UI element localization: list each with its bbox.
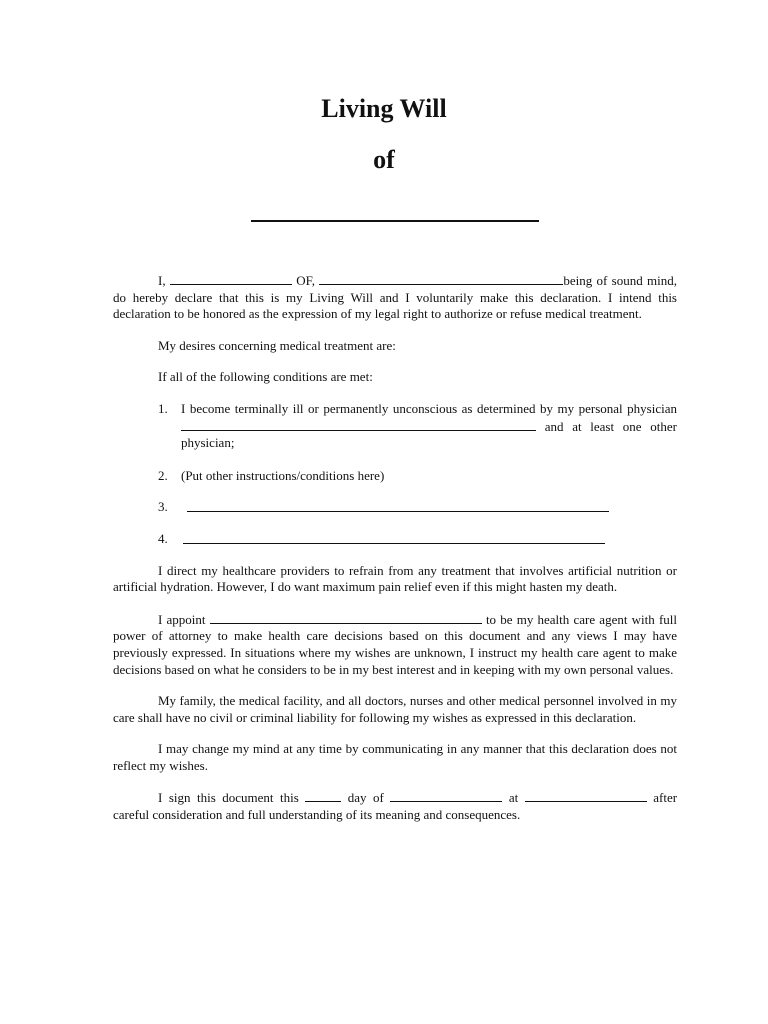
condition-4-blank[interactable] bbox=[183, 531, 605, 544]
item-number: 3. bbox=[158, 499, 168, 515]
sign-text: I sign this document this bbox=[158, 790, 299, 806]
revocation-paragraph: I may change my mind at any time by communicating in any manner that this declaration does not reflect my wishes. bbox=[113, 741, 677, 773]
physician-name-blank[interactable] bbox=[181, 418, 536, 431]
condition-2-text: (Put other instructions/conditions here) bbox=[181, 467, 385, 483]
declaration-text: being of sound mind, do hereby declare that this is my Living Will and I voluntarily make this declaration. I intend this declaration to be honored as the expression of my legal right to authorize or refuse medical treatment. bbox=[113, 273, 678, 322]
condition-3-blank[interactable] bbox=[187, 499, 609, 512]
condition-1-text: I become terminally ill or permanently unconscious as determined by my personal physician bbox=[181, 400, 677, 416]
sign-location-blank[interactable] bbox=[525, 789, 647, 802]
document-title-of: of bbox=[373, 145, 395, 174]
condition-item-3 bbox=[113, 499, 677, 516]
sign-text-end: after careful consideration and full understanding of its meaning and consequences. bbox=[113, 790, 678, 823]
item-number: 1. bbox=[158, 400, 168, 416]
signature-paragraph bbox=[113, 789, 677, 823]
condition-1-text-end: and at least one other physician; bbox=[181, 418, 677, 451]
declaration-of: OF, bbox=[296, 273, 316, 288]
declaration-paragraph bbox=[113, 272, 677, 323]
day-of-text: day of bbox=[347, 790, 384, 806]
condition-item-1 bbox=[113, 401, 677, 452]
appoint-text: I appoint bbox=[158, 611, 206, 627]
sign-day-blank[interactable] bbox=[305, 789, 341, 802]
at-text: at bbox=[508, 790, 519, 806]
agent-name-blank[interactable] bbox=[210, 611, 482, 624]
declarant-name-blank[interactable] bbox=[170, 272, 292, 285]
agent-text: to be my health care agent with full power of attorney to make health care decisions based on this document and any views I may have previously expressed. In situations where my wishes are unknown, I instruct my health care agent to make decisions based on what he considers to be in my best interest and in keeping with my own personal values. bbox=[113, 611, 678, 677]
document-body bbox=[113, 272, 677, 824]
condition-item-2 bbox=[113, 468, 677, 485]
desires-paragraph: My desires concerning medical treatment are: bbox=[158, 337, 396, 353]
item-number: 4. bbox=[158, 530, 168, 546]
declaration-intro: I, bbox=[158, 273, 166, 288]
document-title: Living Will bbox=[321, 94, 447, 123]
treatment-paragraph: I direct my healthcare providers to refrain from any treatment that involves artificial nutrition or artificial hydration. However, I do want maximum pain relief even if this might hasten my death. bbox=[113, 562, 677, 595]
conditions-paragraph: If all of the following conditions are met: bbox=[158, 369, 373, 385]
declarant-location-blank[interactable] bbox=[319, 272, 563, 285]
condition-item-4 bbox=[113, 531, 677, 548]
item-number: 2. bbox=[158, 467, 168, 483]
sign-month-blank[interactable] bbox=[390, 789, 502, 802]
agent-paragraph bbox=[113, 611, 677, 678]
declarant-name-line[interactable] bbox=[251, 220, 539, 222]
liability-paragraph: My family, the medical facility, and all doctors, nurses and other medical personnel involved in my care shall have no civil or criminal liability for following my wishes as expressed in this declaration. bbox=[113, 693, 677, 725]
